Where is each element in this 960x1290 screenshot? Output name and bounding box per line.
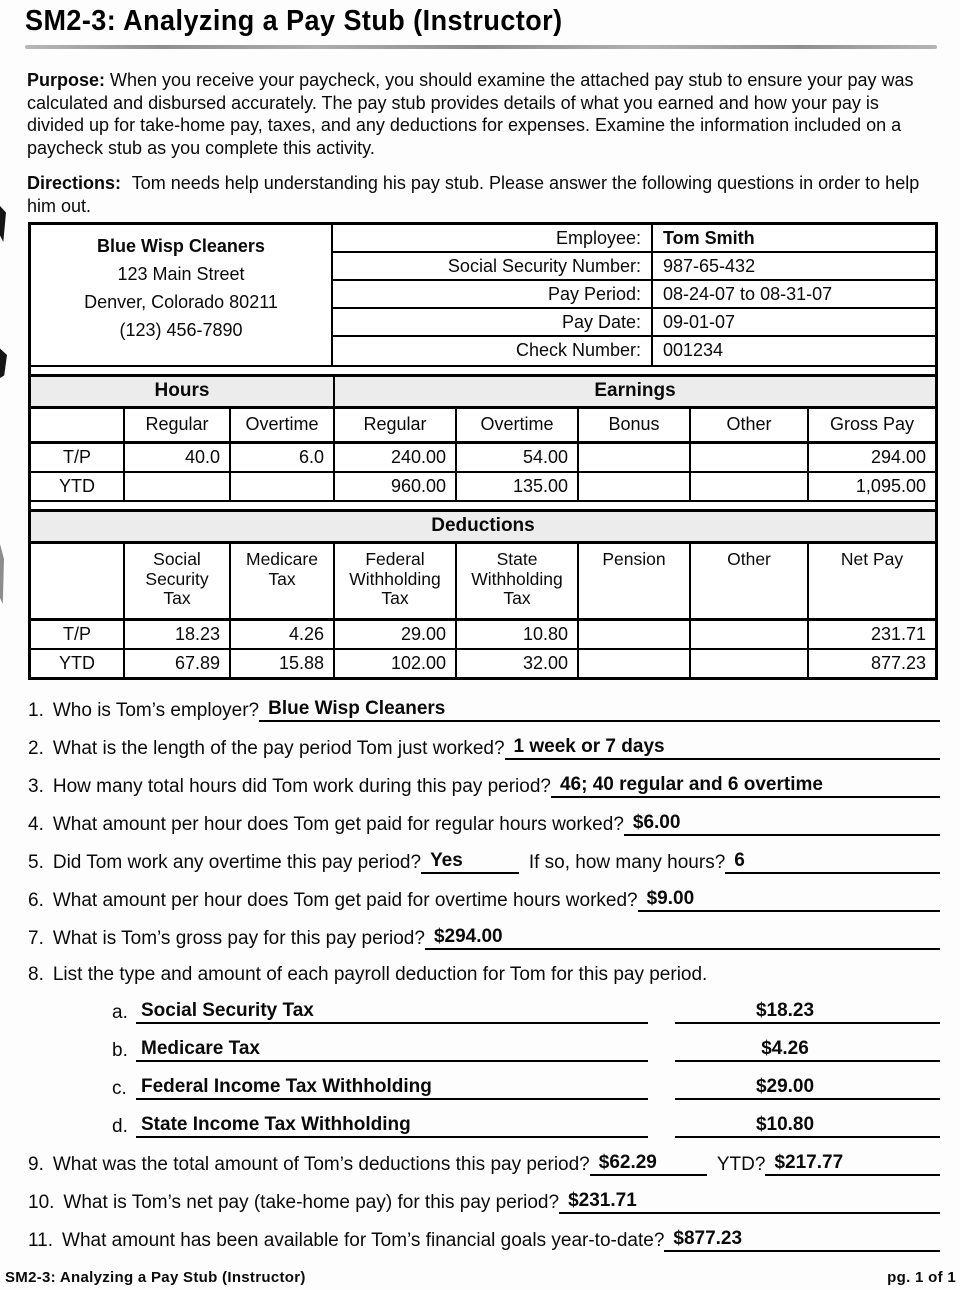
check-number-label: Check Number:	[515, 340, 641, 360]
question-2	[28, 735, 940, 760]
answer-text-part2: $217.77	[765, 1151, 846, 1176]
table-cell: 960.00	[333, 473, 455, 500]
answer-text: Yes	[421, 849, 519, 874]
table-cell: 294.00	[807, 444, 935, 473]
question-number: 8.	[28, 963, 44, 985]
purpose-label: Purpose:	[27, 70, 106, 90]
table-cell: 54.00	[455, 444, 577, 473]
question-7	[28, 925, 940, 950]
deductions-section	[31, 512, 935, 677]
row-label: T/P	[31, 444, 123, 473]
pay-stub-table	[28, 222, 938, 680]
item-letter: c.	[112, 1077, 127, 1099]
table-cell	[577, 444, 689, 473]
question-number: 6.	[28, 889, 44, 911]
table-cell: 40.0	[123, 444, 229, 473]
deduction-name-answer: Medicare Tax	[136, 1037, 648, 1062]
table-cell: 10.80	[455, 621, 577, 650]
column-header-overtime-earnings: Overtime	[455, 409, 577, 444]
column-header-state-withholding-tax: State Withholding Tax	[455, 544, 577, 621]
question-number: 10.	[28, 1191, 55, 1213]
ssn-value: 987-65-432	[651, 253, 935, 281]
question-text: What was the total amount of Tom’s deductions this pay period?	[52, 1153, 590, 1175]
question-text: What amount per hour does Tom get paid for regular hours worked?	[52, 813, 624, 835]
deduction-amount-answer: $4.26	[675, 1037, 940, 1062]
page-title: SM2-3: Analyzing a Pay Stub (Instructor)	[25, 5, 563, 37]
answer-blank-line	[668, 758, 940, 760]
deduction-item-d	[112, 1113, 940, 1138]
table-cell	[577, 650, 689, 677]
question-6	[28, 887, 940, 912]
answer-blank-line	[846, 1174, 940, 1176]
deduction-name-answer: Federal Income Tax Withholding	[136, 1075, 648, 1100]
answer-blank-line	[640, 1212, 940, 1214]
company-phone: (123) 456-7890	[119, 320, 243, 340]
table-cell	[689, 473, 807, 500]
question-text: Did Tom work any overtime this pay period?	[52, 851, 422, 873]
deduction-name-answer: State Income Tax Withholding	[136, 1113, 648, 1138]
item-letter: a.	[112, 1001, 128, 1023]
table-cell	[577, 621, 689, 650]
deduction-amount-answer: $10.80	[675, 1113, 940, 1138]
answer-blank-line	[745, 1250, 940, 1252]
row-label: YTD	[59, 652, 95, 673]
table-cell	[577, 473, 689, 500]
question-number: 4.	[28, 813, 44, 835]
table-cell	[689, 621, 807, 650]
table-cell: 6.0	[229, 444, 333, 473]
spacer-row	[31, 500, 935, 512]
deduction-item-a	[112, 999, 940, 1024]
column-header-medicare-tax: Medicare Tax	[229, 544, 333, 621]
question-text: What amount per hour does Tom get paid for overtime hours worked?	[52, 889, 638, 911]
hours-earnings-section	[31, 377, 935, 500]
answer-text: $9.00	[638, 887, 698, 912]
purpose-text: When you receive your paycheck, you should examine the attached pay stub to ensure your pay was calculated and disbursed accurately. The pay stub provides details of what you earned and how your pay is divided up for take-home pay, taxes, and any deductions for expenses. Examine the information included on a paycheck stub as you complete this activity.	[27, 70, 914, 158]
spacer-row	[31, 365, 935, 377]
deductions-header: Deductions	[31, 512, 935, 544]
company-info	[31, 225, 333, 365]
deduction-name-answer: Social Security Tax	[136, 999, 648, 1024]
table-cell	[689, 650, 807, 677]
ssn-label: Social Security Number:	[333, 253, 651, 281]
column-header-overtime-hours: Overtime	[229, 409, 333, 444]
question-list	[28, 697, 940, 1252]
answer-text: 1 week or 7 days	[505, 735, 668, 760]
deduction-item-b	[112, 1037, 940, 1062]
pay-period-value: 08-24-07 to 08-31-07	[651, 281, 935, 309]
column-header-net-pay: Net Pay	[807, 544, 935, 621]
table-cell: 29.00	[333, 621, 455, 650]
column-header-social-security-tax: Social Security Tax	[123, 544, 229, 621]
directions-label: Directions:	[27, 173, 122, 193]
purpose-paragraph	[27, 69, 939, 159]
question-text: Who is Tom’s employer?	[52, 699, 260, 721]
answer-text: $294.00	[425, 925, 506, 950]
question-5	[28, 849, 940, 874]
answer-text: $877.23	[664, 1227, 745, 1252]
table-cell: 32.00	[455, 650, 577, 677]
pay-period-label: Pay Period:	[333, 281, 651, 309]
company-name: Blue Wisp Cleaners	[97, 236, 265, 256]
answer-blank-line	[697, 910, 940, 912]
question-text: How many total hours did Tom work during this pay period?	[52, 775, 551, 797]
table-cell: 877.23	[807, 650, 935, 677]
answer-text: $62.29	[590, 1151, 707, 1176]
question-4	[28, 811, 940, 836]
column-header-blank	[31, 544, 123, 621]
earnings-header: Earnings	[333, 377, 935, 409]
question-11	[28, 1227, 940, 1252]
employee-label: Employee:	[333, 225, 651, 253]
table-cell: 240.00	[333, 444, 455, 473]
deduction-item-c	[112, 1075, 940, 1100]
footer-title: SM2-3: Analyzing a Pay Stub (Instructor)	[5, 1269, 306, 1286]
deduction-amount-answer: $29.00	[675, 1075, 940, 1100]
page-footer	[5, 1269, 956, 1286]
question-text: What amount has been available for Tom’s financial goals year-to-date?	[62, 1229, 665, 1251]
question-1	[28, 697, 940, 722]
deduction-amount-answer: $18.23	[675, 999, 940, 1024]
pay-date-label: Pay Date:	[333, 309, 651, 337]
question-text: What is the length of the pay period Tom just worked?	[52, 737, 505, 759]
question-number: 9.	[28, 1153, 44, 1175]
company-address-line1: 123 Main Street	[117, 264, 245, 284]
table-cell: 102.00	[333, 650, 455, 677]
title-divider	[25, 45, 937, 49]
question-text-part2: YTD?	[716, 1153, 766, 1175]
column-header-other: Other	[689, 544, 807, 621]
column-header-federal-withholding-tax: Federal Withholding Tax	[333, 544, 455, 621]
answer-blank-line	[748, 872, 940, 874]
table-cell: 1,095.00	[807, 473, 935, 500]
footer-page-number: pg. 1 of 1	[887, 1269, 956, 1286]
answer-blank-line	[448, 720, 940, 722]
hours-header: Hours	[31, 377, 333, 409]
table-cell: 18.23	[123, 621, 229, 650]
question-number: 1.	[28, 699, 44, 721]
answer-text: $231.71	[559, 1189, 640, 1214]
directions-text: Tom needs help understanding his pay stub. Please answer the following questions in order to help him out.	[27, 173, 920, 216]
table-cell	[229, 473, 333, 500]
column-header-pension: Pension	[577, 544, 689, 621]
question-text: What is Tom’s gross pay for this pay period?	[52, 927, 425, 949]
employee-value: Tom Smith	[651, 225, 935, 253]
item-letter: d.	[112, 1115, 128, 1137]
table-cell	[689, 444, 807, 473]
answer-blank-line	[826, 796, 940, 798]
question-number: 2.	[28, 737, 44, 759]
table-cell: 15.88	[229, 650, 333, 677]
check-number-value: 001234	[651, 337, 935, 365]
question-text: What is Tom’s net pay (take-home pay) for this pay period?	[63, 1191, 560, 1213]
question-8	[28, 963, 940, 986]
column-header-gross-pay: Gross Pay	[807, 409, 935, 444]
answer-text: Blue Wisp Cleaners	[259, 697, 448, 722]
question-number: 11.	[28, 1229, 54, 1251]
question-10	[28, 1189, 940, 1214]
item-letter: b.	[112, 1039, 128, 1061]
question-3	[28, 773, 940, 798]
column-header-bonus: Bonus	[577, 409, 689, 444]
question-text-part2: If so, how many hours?	[528, 851, 726, 873]
row-label: YTD	[59, 476, 95, 496]
question-number: 7.	[28, 927, 44, 949]
company-address-line2: Denver, Colorado 80211	[84, 292, 278, 312]
answer-text-part2: 6	[725, 849, 748, 874]
answer-text: 46; 40 regular and 6 overtime	[551, 773, 826, 798]
pay-date-value: 09-01-07	[651, 309, 935, 337]
table-cell: 4.26	[229, 621, 333, 650]
table-cell: 231.71	[807, 621, 935, 650]
directions-paragraph	[27, 172, 939, 217]
question-9	[28, 1151, 940, 1176]
table-cell: 67.89	[123, 650, 229, 677]
answer-blank-line	[506, 948, 940, 950]
row-label: T/P	[31, 621, 123, 650]
question-number: 5.	[28, 851, 44, 873]
answer-blank-line	[683, 834, 940, 836]
question-number: 3.	[28, 775, 44, 797]
column-header-regular-hours: Regular	[123, 409, 229, 444]
column-header-blank	[31, 409, 123, 444]
column-header-other: Other	[689, 409, 807, 444]
pay-stub-header-section	[31, 225, 935, 365]
table-cell: 135.00	[455, 473, 577, 500]
question-text: List the type and amount of each payroll deduction for Tom for this pay period.	[52, 963, 708, 985]
table-cell	[123, 473, 229, 500]
column-header-regular-earnings: Regular	[333, 409, 455, 444]
answer-text: $6.00	[624, 811, 684, 836]
